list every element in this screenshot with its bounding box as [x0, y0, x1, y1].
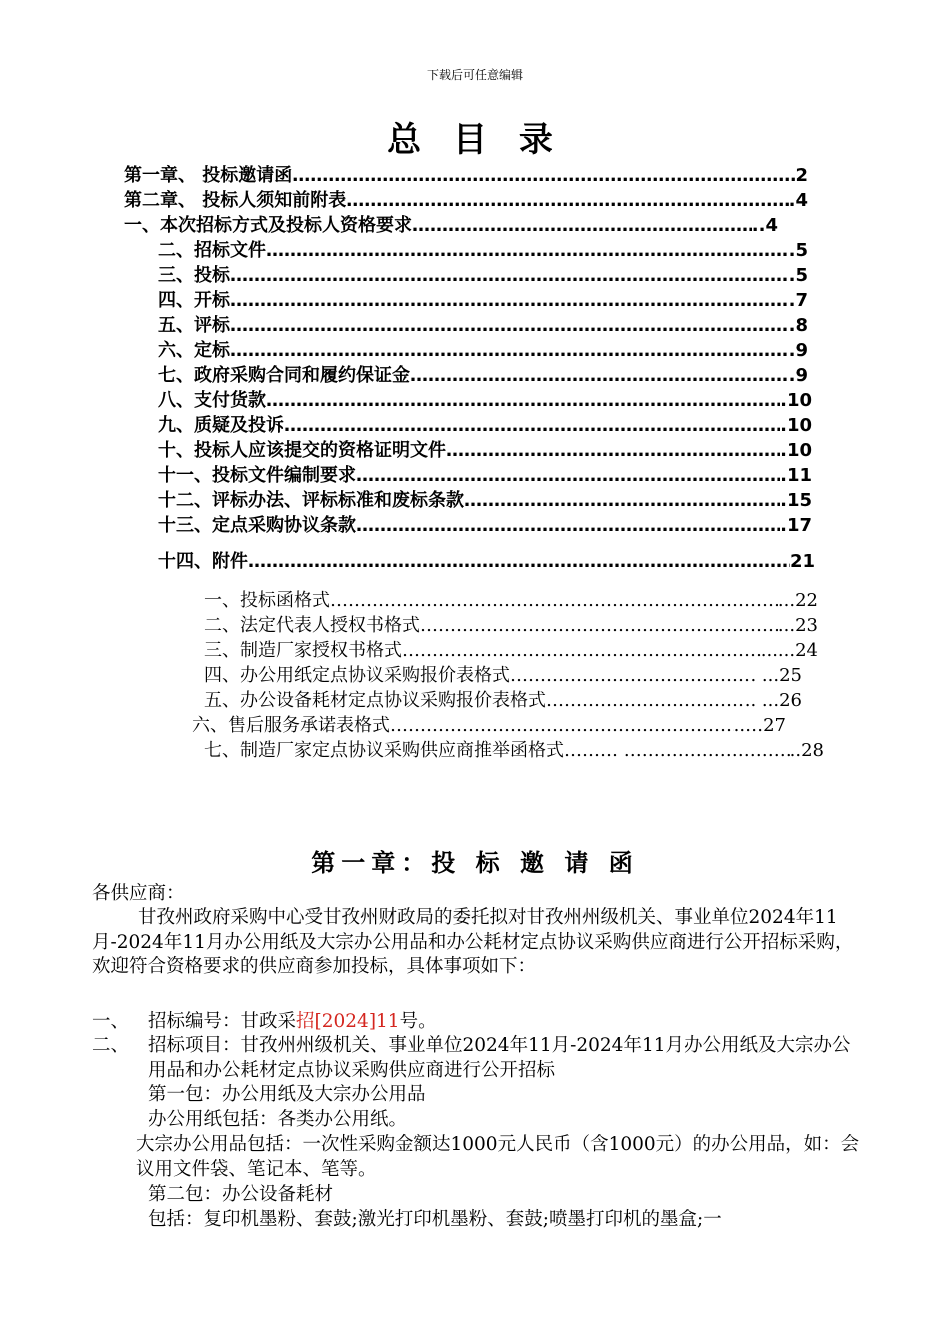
toc-entry-page: .10	[780, 390, 812, 411]
toc-appendix-title: 七、制造厂家定点协议采购供应商推举函格式……… ………	[204, 740, 678, 761]
toc-entry-page: .5	[788, 265, 808, 286]
toc-entry[interactable]	[158, 386, 812, 411]
toc-entry-page: 2	[795, 165, 808, 186]
toc-appendix-entry[interactable]	[192, 711, 786, 736]
toc-appendix-title: 一、投标函格式	[204, 590, 330, 611]
toc-appendix-entry[interactable]	[204, 611, 818, 636]
toc-entry-title: 二、招标文件………………	[158, 240, 374, 261]
toc-appendix-entry[interactable]	[204, 586, 818, 611]
toc-entry-page: .5	[788, 240, 808, 261]
toc-entry[interactable]	[158, 361, 808, 386]
toc-leader-dots	[338, 265, 789, 286]
toc-entry[interactable]	[124, 161, 808, 186]
toc-appendix-page: . ...25	[750, 665, 802, 686]
toc-entry-page: .7	[788, 290, 808, 311]
toc-appendix-title: 六、售后服务承诺表格式…………………………………	[192, 715, 624, 736]
toc-appendix-entry[interactable]	[204, 686, 802, 711]
toc-entry-title: 十二、评标办法、评标标准和废标条款………………	[158, 490, 572, 511]
package-1: 第一包：办公用纸及大宗办公用品	[148, 1084, 426, 1105]
toc-entry[interactable]	[158, 436, 812, 461]
toc-entry[interactable]	[158, 236, 808, 261]
toc-entry-title: 十一、投标文件编制要求……	[158, 465, 392, 486]
toc-entry-page: .15	[780, 490, 812, 511]
toc-entry-title: 七、政府采购合同和履约保证金…………………………	[158, 365, 590, 386]
toc-entry-page: .9	[788, 340, 808, 361]
item-2-number: 二、	[92, 1035, 130, 1056]
toc-appendix-title: 四、办公用纸定点协议采购报价表格式………………	[204, 665, 618, 686]
toc-leader-dots	[338, 340, 789, 361]
toc-entry[interactable]	[158, 461, 812, 486]
toc-leader-dots	[664, 215, 752, 236]
toc-leader-dots	[618, 665, 750, 686]
toc-appendix-page: ..28	[789, 740, 824, 761]
toc-entry-page: .10	[780, 440, 812, 461]
toc-leader-dots	[330, 590, 778, 611]
toc-leader-dots	[382, 190, 788, 211]
toc-entry-title: 四、开标………………	[158, 290, 338, 311]
toc-entry-title: 第二章、 投标人须知前附表……	[124, 190, 383, 211]
toc-leader-dots	[374, 390, 780, 411]
intro-paragraph: 甘孜州政府采购中心受甘孜州财政局的委托拟对甘孜州州级机关、事业单位2024年11月-2024年11月办公用纸及大宗办公用品和办公耗材定点协议采购供应商进行公开招标采购，欢迎符合资格要求的供应商参加投标，具体事项如下：	[92, 907, 854, 977]
toc-entry[interactable]	[158, 547, 815, 572]
item-1-end: 号。	[399, 1011, 437, 1032]
toc-entry-title: 八、支付货款………………	[158, 390, 374, 411]
toc-entry-title: 五、评标………………	[158, 315, 338, 336]
toc-entry-page: .10	[780, 415, 812, 436]
toc-appendix-title: 五、办公设备耗材定点协议采购报价表格式…………	[204, 690, 618, 711]
toc-entry[interactable]	[158, 311, 808, 336]
toc-leader-dots	[644, 440, 780, 461]
salutation: 各供应商：	[92, 883, 185, 904]
toc-entry-page: 21	[789, 551, 815, 572]
toc-entry-title: 一、本次招标方式及投标人资格要求……………………………………	[124, 215, 664, 236]
toc-leader-dots	[400, 165, 795, 186]
toc-appendix-page: ..…27	[733, 715, 786, 736]
toc-entry-page: .11	[780, 465, 812, 486]
toc-appendix-entry[interactable]	[204, 661, 802, 686]
toc-entry-page: .17	[780, 515, 812, 536]
package-2: 第二包：办公设备耗材	[148, 1184, 334, 1205]
toc-entry[interactable]	[124, 186, 808, 211]
toc-entry-page: .9	[788, 365, 808, 386]
toc-entry[interactable]	[158, 336, 808, 361]
paper-description: 办公用纸包括：各类办公用纸。	[148, 1109, 408, 1130]
bulk-description: 大宗办公用品包括：一次性采购金额达1000元人民币（含1000元）的办公用品，如：会议用文件袋、笔记本、笔等。	[136, 1134, 860, 1180]
toc-entry-title: 十、投标人应该提交的资格证明文件……………………………	[158, 440, 644, 461]
toc-appendix-page: ......24	[760, 640, 818, 661]
toc-leader-dots	[356, 551, 790, 572]
toc-leader-dots	[356, 515, 780, 536]
toc-leader-dots	[572, 490, 780, 511]
toc-entry[interactable]	[158, 286, 808, 311]
toc-leader-dots	[392, 465, 780, 486]
toc-appendix-page: ...23	[777, 615, 818, 636]
toc-entry-title: 第一章、 投标邀请函………………	[124, 165, 401, 186]
toc-leader-dots	[338, 290, 789, 311]
toc-entry-title: 十三、定点采购协议条款	[158, 515, 356, 536]
toc-entry-title: 六、定标………………	[158, 340, 338, 361]
toc-appendix-title: 三、制造厂家授权书格式………………………………………	[204, 640, 672, 661]
chapter-title: 第一章：投 标 邀 请 函	[311, 849, 639, 877]
toc-appendix-page: ...22	[777, 590, 818, 611]
toc-entry-title: 十四、附件………………	[158, 551, 356, 572]
item-1-label: 招标编号：甘政采	[148, 1011, 297, 1032]
toc-leader-dots	[678, 740, 790, 761]
toc-entry-title: 九、质疑及投诉………………	[158, 415, 392, 436]
toc-appendix-entry[interactable]	[204, 736, 824, 761]
toc-appendix-entry[interactable]	[204, 636, 818, 661]
item-1	[92, 1010, 872, 1035]
item-2-text: 招标项目：甘孜州州级机关、事业单位2024年11月-2024年11月办公用纸及大宗办公用品和办公耗材定点协议采购供应商进行公开招标	[148, 1035, 851, 1081]
item-1-code: 招[2024]11	[296, 1011, 400, 1032]
toc-leader-dots	[618, 690, 745, 711]
toc-leader-dots	[338, 315, 789, 336]
toc-title: 总 目 录	[387, 120, 563, 160]
toc-entry-page: .8	[788, 315, 808, 336]
item-1-number: 一、	[92, 1011, 130, 1032]
toc-entry-page: ..4	[751, 215, 778, 236]
toc-appendix-title: 二、法定代表人授权书格式…………………………………	[204, 615, 654, 636]
toc-leader-dots	[624, 715, 734, 736]
toc-appendix-page: .. ...26	[744, 690, 802, 711]
toc-leader-dots	[392, 415, 780, 436]
toc-entry[interactable]	[158, 486, 812, 511]
toc-entry-page: .4	[788, 190, 808, 211]
header-note: 下载后可任意编辑	[426, 68, 523, 82]
toc-entry-title: 三、投标………………	[158, 265, 338, 286]
toc-leader-dots	[590, 365, 789, 386]
toc-leader-dots	[672, 640, 761, 661]
consumables-description: 包括：复印机墨粉、套鼓;激光打印机墨粉、套鼓;喷墨打印机的墨盒;一	[148, 1209, 722, 1230]
toc-entry[interactable]	[158, 511, 812, 536]
toc-leader-dots	[374, 240, 789, 261]
toc-entry[interactable]	[158, 261, 808, 286]
toc-entry[interactable]	[124, 211, 778, 236]
toc-leader-dots	[654, 615, 778, 636]
toc-entry[interactable]	[158, 411, 812, 436]
